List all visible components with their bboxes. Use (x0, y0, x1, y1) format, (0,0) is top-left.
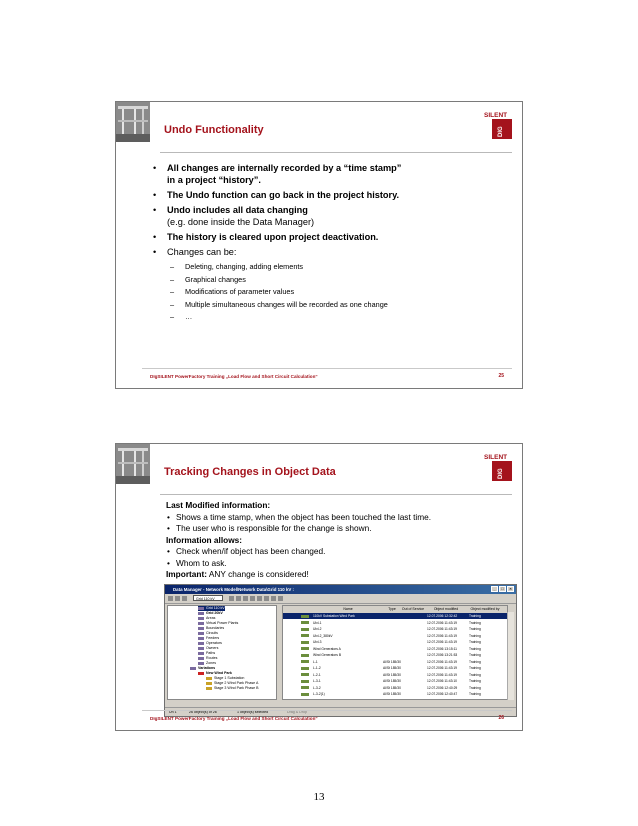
tree-item[interactable]: Circuits (198, 631, 218, 636)
table-row[interactable] (283, 633, 507, 639)
cell-name: Ulvl-1 (313, 620, 322, 625)
cell-type: Al/St 185/30 (383, 659, 401, 664)
cell-name: Wind Generators B (313, 653, 342, 657)
paste-icon[interactable] (243, 596, 248, 601)
new-object-icon[interactable] (175, 596, 180, 601)
object-type-icon (301, 693, 309, 696)
cell-by: Training (469, 653, 481, 657)
cell-name: L-1 (313, 659, 318, 664)
cell-mod: 12.07.2006 11:43:19 (427, 659, 458, 664)
tree-item[interactable]: Boundaries (198, 626, 224, 631)
cell-mod: 12.07.2006 12:32:42 (427, 614, 458, 618)
svg-text:SILENT: SILENT (484, 112, 508, 119)
bullet-item: • All changes are internally recorded by a “time stamp” in a project “history”. (150, 162, 510, 186)
cell-by: Training (469, 627, 481, 631)
window-title-bar: Data Manager - Network Model\Network Data\Grid 110 kV : _ □ × (165, 585, 516, 594)
object-type-icon (301, 647, 309, 650)
tree-item[interactable]: Areas (198, 616, 215, 621)
tree-item[interactable]: Routes (198, 656, 217, 661)
cell-name: Ulvl-3 (313, 640, 322, 644)
object-type-icon (301, 621, 309, 624)
slide-number: 25 (498, 373, 504, 379)
slide-number: 26 (498, 715, 504, 721)
print-icon[interactable] (271, 596, 276, 601)
maximize-icon[interactable]: □ (499, 586, 506, 592)
tree-item[interactable]: Owners (198, 646, 218, 651)
cell-name: Ulvl-2 (313, 627, 322, 631)
footer-divider (142, 710, 512, 711)
object-type-icon (301, 686, 309, 689)
cell-type: Al/St 185/30 (383, 685, 401, 690)
cell-type: Al/St 185/30 (383, 672, 401, 677)
section-heading: Information allows: (166, 534, 243, 545)
path-combo[interactable]: Grid 110 kV (193, 595, 223, 601)
table-row[interactable] (283, 652, 507, 658)
cell-by: Training (469, 646, 481, 651)
slide-footer: DIgSILENT PowerFactory Training „Load Flow and Short Circuit Calculation“ (150, 716, 318, 721)
svg-text:DIG: DIG (498, 126, 504, 137)
window-controls (491, 586, 514, 592)
cell-name: L-1-2 (313, 666, 321, 670)
table-row[interactable] (283, 613, 507, 619)
table-row[interactable] (283, 620, 507, 626)
tree-item[interactable]: Grid 20kV (198, 611, 223, 616)
cell-mod: 12.07.2006 11:43:10 (427, 679, 458, 683)
object-type-icon (301, 615, 309, 618)
save-icon[interactable] (278, 596, 283, 601)
page-number: 13 (313, 791, 325, 803)
grid-scrollbar[interactable] (507, 612, 514, 700)
table-row[interactable] (283, 646, 507, 652)
cell-by: Training (469, 692, 481, 696)
bullet-list (150, 162, 510, 327)
cell-type: Al/St 185/30 (383, 666, 401, 670)
filter-icon[interactable] (250, 596, 255, 601)
cell-mod: 12.07.2006 13:15:11 (427, 646, 458, 651)
column-header[interactable]: Object modified by (470, 607, 500, 611)
tree-item[interactable]: Stage 1 Substation (206, 676, 244, 681)
copy-icon[interactable] (236, 596, 241, 601)
toolbar (165, 594, 516, 604)
cell-mod: 12.07.2006 11:43:19 (427, 633, 458, 638)
object-type-icon (301, 673, 309, 676)
svg-text:SILENT: SILENT (484, 454, 508, 461)
cell-by: Training (469, 659, 481, 664)
sub-bullet-item: – Modifications of parameter values (167, 286, 510, 299)
bullet-item: • The history is cleared upon project deactivation. (150, 231, 510, 243)
object-type-icon (301, 680, 309, 683)
sub-bullet-item: – Multiple simultaneous changes will be recorded as one change (167, 299, 510, 312)
footer-divider (142, 368, 512, 369)
cell-by: Training (469, 666, 481, 670)
project-tree (167, 605, 277, 700)
cell-by: Training (469, 633, 481, 638)
status-bar: Un 1 26 object(s) of 26 1 object(s) selected Drag & Drop (165, 707, 516, 716)
digsilent-logo (480, 452, 514, 484)
table-row[interactable] (283, 678, 507, 684)
object-type-icon (301, 654, 309, 657)
cell-mod: 12.07.2006 11:43:19 (427, 640, 458, 644)
cell-by: Training (469, 640, 481, 644)
table-row[interactable] (283, 665, 507, 671)
edit-icon[interactable] (264, 596, 269, 601)
substation-photo (116, 444, 150, 484)
bullet-item: • Undo includes all data changing (e.g. done inside the Data Manager) (150, 204, 510, 228)
up-icon[interactable] (168, 596, 173, 601)
tree-item[interactable]: Virtual Power Plants (198, 621, 238, 626)
sub-bullet-list (167, 261, 510, 324)
table-row[interactable] (283, 626, 507, 632)
delete-icon[interactable] (182, 596, 187, 601)
sub-bullet-item: – Graphical changes (167, 274, 510, 287)
object-type-icon (301, 660, 309, 663)
tree-item[interactable]: Variations (190, 666, 215, 671)
tree-item[interactable]: New Wind Park (198, 671, 232, 676)
column-header[interactable]: Type (388, 607, 396, 611)
cell-by: Training (469, 679, 481, 683)
tree-item[interactable]: Grid 110 kV (198, 606, 225, 611)
table-row[interactable] (283, 691, 507, 697)
cell-by: Training (469, 620, 481, 625)
important-note: Important: ANY change is considered! (166, 569, 309, 579)
tree-item[interactable]: Paths (198, 651, 215, 656)
cell-mod: 12.07.2006 11:43:19 (427, 620, 458, 625)
cell-mod: 12.07.2006 12:40:47 (427, 692, 458, 696)
object-type-icon (301, 667, 309, 670)
bullet-item: • Shows a time stamp, when the object has been touched the last time. (166, 512, 516, 524)
bullet-item: • The user who is responsible for the change is shown. (166, 523, 516, 535)
table-row[interactable] (283, 639, 507, 645)
slide-tracking-changes (115, 443, 523, 731)
cell-name: L-3-2(1) (313, 692, 325, 696)
cell-type: Al/St 185/30 (383, 679, 401, 683)
object-type-icon (301, 634, 309, 637)
slide-title: Tracking Changes in Object Data (164, 466, 336, 478)
cut-icon[interactable] (229, 596, 234, 601)
substation-photo (116, 102, 150, 142)
bullet-item: • Check when/if object has been changed. (166, 546, 516, 558)
tree-item[interactable]: Feeders (198, 636, 219, 641)
cell-mod: 12.07.2006 12:40:29 (427, 685, 458, 690)
cell-mod: 12.07.2006 11:43:19 (427, 672, 458, 677)
data-manager-window (164, 584, 517, 717)
title-divider (160, 494, 512, 495)
bullet-item: • Changes can be: – Deleting, changing, adding elements – Graphical changes – Modifications of parameter values – Multiple simultaneous changes will be recorded as one change – … (150, 246, 510, 324)
tree-item[interactable]: Zones (198, 661, 216, 666)
title-divider (160, 152, 512, 153)
section-heading: Last Modified information: (166, 500, 271, 510)
cell-name: Wind Generators A (313, 646, 341, 651)
slide-undo-functionality (115, 101, 523, 389)
cell-by: Training (469, 614, 481, 618)
object-type-icon (301, 628, 309, 631)
column-header[interactable]: Object modified (433, 607, 459, 611)
bullet-item: • Whom to ask. (166, 558, 516, 570)
slide-title: Undo Functionality (164, 124, 264, 136)
cell-mod: 12.07.2006 11:43:19 (427, 666, 458, 670)
tree-item[interactable]: Operators (198, 641, 222, 646)
sub-bullet-item: – Deleting, changing, adding elements (167, 261, 510, 274)
info-block (166, 500, 516, 581)
svg-text:DIG: DIG (498, 468, 504, 479)
tree-item[interactable]: Stage 2 Wind Park Phase A (206, 681, 258, 686)
close-icon[interactable]: × (507, 586, 514, 592)
cell-by: Training (469, 685, 481, 690)
cell-name: L-3-2 (313, 685, 321, 690)
bullet-item: • The Undo function can go back in the project history. (150, 189, 510, 201)
cell-name: L-3-1 (313, 679, 321, 683)
column-header[interactable]: Out of Service (401, 607, 425, 611)
cell-name: 110kV Substation Wind Park (313, 614, 355, 618)
cell-name: Ulvl-2_380kV (313, 633, 333, 638)
tree-item[interactable]: Stage 3 Wind Park Phase B (206, 686, 259, 691)
table-row[interactable] (283, 685, 507, 691)
cell-by: Training (469, 672, 481, 677)
object-grid (282, 605, 508, 700)
column-header[interactable]: Name (343, 607, 353, 611)
cell-mod: 12.07.2006 11:43:19 (427, 627, 458, 631)
cell-mod: 12.07.2006 13:21:53 (427, 653, 458, 657)
find-icon[interactable] (257, 596, 262, 601)
cell-name: L-2-1 (313, 672, 321, 677)
slide-footer: DIgSILENT PowerFactory Training „Load Flow and Short Circuit Calculation“ (150, 374, 318, 379)
object-type-icon (301, 641, 309, 644)
minimize-icon[interactable]: _ (491, 586, 498, 592)
table-row[interactable] (283, 672, 507, 678)
table-row[interactable] (283, 659, 507, 665)
sub-bullet-item: – … (167, 311, 510, 324)
digsilent-logo (480, 110, 514, 142)
cell-type: Al/St 185/30 (383, 692, 401, 696)
